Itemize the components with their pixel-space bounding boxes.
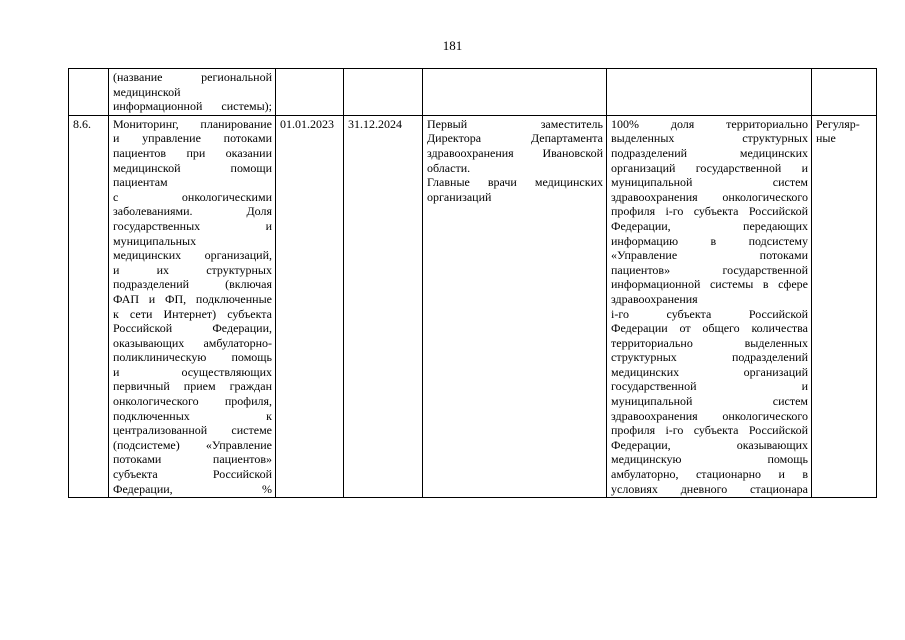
text-line: «Управление потоками <box>611 248 808 263</box>
text-line: первичный прием граждан <box>113 379 272 394</box>
text-line: ные <box>816 131 836 146</box>
text-line: онкологического профиля, <box>113 394 272 409</box>
cell-number: 8.6. <box>69 115 109 497</box>
text-line: пациентов при оказании <box>113 145 272 160</box>
text-line: Федерации от общего количества <box>611 321 808 336</box>
text-line: медицинской <box>113 84 181 99</box>
text-line: оказывающих амбулаторно- <box>113 335 272 350</box>
text-line: информацию в подсистему <box>611 233 808 248</box>
text-line: амбулаторно, стационарно и в <box>611 467 808 482</box>
text-line: Регуляр- <box>816 116 860 131</box>
text-line: организаций государственной и <box>611 160 808 175</box>
text-line: Федерации, оказывающих <box>611 437 808 452</box>
cell-periodicity-continued <box>812 69 877 116</box>
cell-number-continued <box>69 69 109 116</box>
text-line: Федерации, % <box>113 481 272 496</box>
text-line: профиля i-го субъекта Российской <box>611 423 808 438</box>
text-line: подразделений медицинских <box>611 145 808 160</box>
cell-indicator <box>607 115 812 497</box>
table-row-8-6 <box>69 115 877 497</box>
plan-table <box>68 68 877 498</box>
text-line: здравоохранения <box>611 291 698 306</box>
text-line: поликлиническую помощь <box>113 350 272 365</box>
text-line: территориально выделенных <box>611 335 808 350</box>
cell-start-date-continued <box>276 69 344 116</box>
text-line: государственных и <box>113 218 272 233</box>
text-line: и управление потоками <box>113 131 272 146</box>
text-line: здравоохранения Ивановской <box>427 145 603 160</box>
cell-responsible <box>423 115 607 497</box>
text-line: 100% доля территориально <box>611 116 808 131</box>
text-line: профиля i-го субъекта Российской <box>611 204 808 219</box>
text-line: организаций <box>427 189 492 204</box>
text-line: централизованной системе <box>113 423 272 438</box>
text-line: подразделений (включая <box>113 277 272 292</box>
cell-start-date: 01.01.2023 <box>276 115 344 497</box>
text-line: субъекта Российской <box>113 467 272 482</box>
text-line: медицинских организаций, <box>113 248 272 263</box>
text-line: пациентам <box>113 175 168 190</box>
text-line: информационной системы); <box>113 99 272 114</box>
page-number: 181 <box>442 38 463 53</box>
text-line: (подсистеме) «Управление <box>113 437 272 452</box>
text-line: потоками пациентов» <box>113 452 272 467</box>
cell-end-date-continued <box>344 69 423 116</box>
text-line: Федерации, передающих <box>611 218 808 233</box>
text-line: муниципальной систем <box>611 394 808 409</box>
text-line: ФАП и ФП, подключенные <box>113 291 272 306</box>
text-line: государственной и <box>611 379 808 394</box>
text-line: к сети Интернет) субъекта <box>113 306 272 321</box>
cell-end-date: 31.12.2024 <box>344 115 423 497</box>
text-line: структурных подразделений <box>611 350 808 365</box>
text-line: медицинскую помощь <box>611 452 808 467</box>
table-row-continued <box>69 69 877 116</box>
text-line: (название региональной <box>113 70 272 84</box>
text-line: и их структурных <box>113 262 272 277</box>
text-line: подключенных к <box>113 408 272 423</box>
text-line: Главные врачи медицинских <box>427 175 603 190</box>
text-line: Российской Федерации, <box>113 321 272 336</box>
text-line: условиях дневного стационара <box>611 481 808 496</box>
text-line: и осуществляющих <box>113 364 272 379</box>
text-line: медицинской помощи <box>113 160 272 175</box>
cell-description-continued <box>109 69 276 116</box>
text-line: информационной системы в сфере <box>611 277 808 292</box>
text-line: муниципальной систем <box>611 175 808 190</box>
text-line: i-го субъекта Российской <box>611 306 808 321</box>
text-line: здравоохранения онкологического <box>611 408 808 423</box>
text-line: Директора Департамента <box>427 131 603 146</box>
text-line: медицинских организаций <box>611 364 808 379</box>
text-line: заболеваниями. Доля <box>113 204 272 219</box>
text-line: пациентов» государственной <box>611 262 808 277</box>
cell-periodicity <box>812 115 877 497</box>
text-line: выделенных структурных <box>611 131 808 146</box>
cell-indicator-continued <box>607 69 812 116</box>
text-line: Первый заместитель <box>427 116 603 131</box>
text-line: муниципальных <box>113 233 197 248</box>
text-line: с онкологическими <box>113 189 272 204</box>
text-line: здравоохранения онкологического <box>611 189 808 204</box>
text-line: области. <box>427 160 471 175</box>
cell-description <box>109 115 276 497</box>
text-line: Мониторинг, планирование <box>113 116 272 131</box>
cell-responsible-continued <box>423 69 607 116</box>
